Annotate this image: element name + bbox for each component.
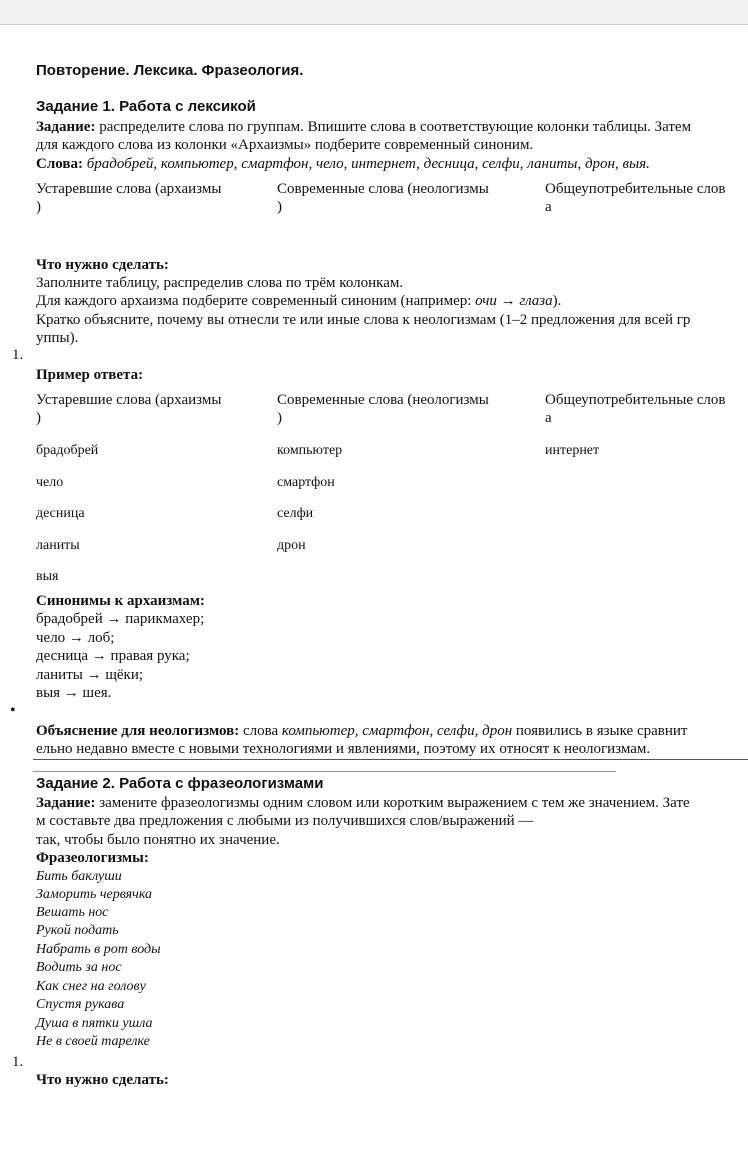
table-cell-archaism: ланиты — [36, 538, 80, 553]
synonym-item: десница → правая рука; — [36, 648, 190, 664]
task2-text-line1: Задание: замените фразеологизмы одним словом или коротким выражением с тем же значением. Зате — [36, 795, 690, 811]
idiom-item: Не в своей тарелке — [36, 1034, 150, 1049]
task1-words-list: брадобрей, компьютер, смартфон, чело, интернет, десница, селфи, ланиты, дрон, выя. — [82, 156, 650, 172]
table1-col-archaisms-header: Устаревшие слова (архаизмы ) — [36, 181, 222, 215]
idiom-item: Спустя рукава — [36, 997, 125, 1012]
explanation-line2: ельно недавно вместе с новыми технологиями и явлениями, поэтому их относят к неологизмам. — [36, 741, 651, 757]
task2-todo-label: Что нужно сделать: — [36, 1072, 169, 1088]
task1-todo-2: Для каждого архаизма подберите современный синоним (например: очи → глаза). — [36, 293, 562, 309]
task1-task-label: Задание: — [36, 119, 96, 135]
table-cell-common: интернет — [545, 443, 600, 458]
task2-text-line3: так, чтобы было понятно их значение. — [36, 832, 280, 848]
idiom-item: Водить за нос — [36, 960, 122, 975]
synonym-item: брадобрей → парикмахер; — [36, 611, 205, 627]
table-cell-archaism: чело — [36, 475, 64, 490]
task1-words-line — [36, 155, 650, 173]
explanation-line1: Объяснение для неологизмов: слова компьютер, смартфон, селфи, дрон появились в языке сравнит — [36, 723, 688, 739]
table-cell-neologism: смартфон — [277, 475, 335, 490]
task1-words-label: Слова: — [36, 156, 83, 172]
idiom-item: Заморить червячка — [36, 887, 153, 902]
synonyms-label: Синонимы к архаизмам: — [36, 593, 205, 609]
page-title: Повторение. Лексика. Фразеология. — [36, 62, 304, 79]
idioms-label: Фразеологизмы: — [36, 850, 149, 866]
table-cell-neologism: дрон — [277, 538, 306, 553]
idiom-item: Вешать нос — [36, 905, 109, 920]
table2-col-common-header: Общеупотребительные слов а — [545, 392, 726, 426]
task1-task-text-1: распределите слова по группам. Впишите слова в соответствующие колонки таблицы. Затем — [95, 119, 692, 135]
task1-todo-3b: уппы). — [36, 330, 79, 346]
task1-todo-3a: Кратко объясните, почему вы отнесли те или иные слова к неологизмам (1–2 предложения для всей гр — [36, 312, 691, 328]
browser-top-bar — [0, 0, 748, 25]
section-divider-thin — [33, 771, 616, 772]
synonym-item: выя → шея. — [36, 685, 112, 701]
task2-text-line2: м составьте два предложения с любыми из получившихся слов/выражений — — [36, 813, 534, 829]
idiom-item: Рукой подать — [36, 923, 119, 938]
synonym-item: ланиты → щёки; — [36, 667, 144, 683]
table-cell-archaism: брадобрей — [36, 443, 99, 458]
idiom-item: Душа в пятки ушла — [36, 1016, 153, 1031]
task1-text-line1 — [36, 118, 691, 136]
bullet-marker: • — [10, 702, 16, 719]
section-divider — [33, 759, 748, 760]
table-cell-archaism: выя — [36, 569, 59, 584]
table-cell-neologism: компьютер — [277, 443, 343, 458]
list-marker-2: 1. — [12, 1054, 24, 1070]
example-label: Пример ответа: — [36, 367, 144, 383]
task1-todo-label: Что нужно сделать: — [36, 257, 169, 273]
table2-col-archaisms-header: Устаревшие слова (архаизмы ) — [36, 392, 222, 426]
table-cell-neologism: селфи — [277, 506, 314, 521]
idiom-item: Как снег на голову — [36, 979, 146, 994]
task2-heading: Задание 2. Работа с фразеологизмами — [36, 775, 324, 792]
table2-col-neologisms-header: Современные слова (неологизмы ) — [277, 392, 489, 426]
list-marker-1: 1. — [12, 347, 24, 363]
idiom-item: Набрать в рот воды — [36, 942, 161, 957]
table1-col-common-header: Общеупотребительные слов а — [545, 181, 726, 215]
task1-todo-1: Заполните таблицу, распределив слова по трём колонкам. — [36, 275, 404, 291]
table1-col-neologisms-header: Современные слова (неологизмы ) — [277, 181, 489, 215]
synonym-item: чело → лоб; — [36, 630, 115, 646]
idiom-item: Бить баклуши — [36, 869, 122, 884]
task1-heading: Задание 1. Работа с лексикой — [36, 98, 256, 115]
task1-text-line2: для каждого слова из колонки «Архаизмы» подберите современный синоним. — [36, 137, 534, 153]
table-cell-archaism: десница — [36, 506, 85, 521]
